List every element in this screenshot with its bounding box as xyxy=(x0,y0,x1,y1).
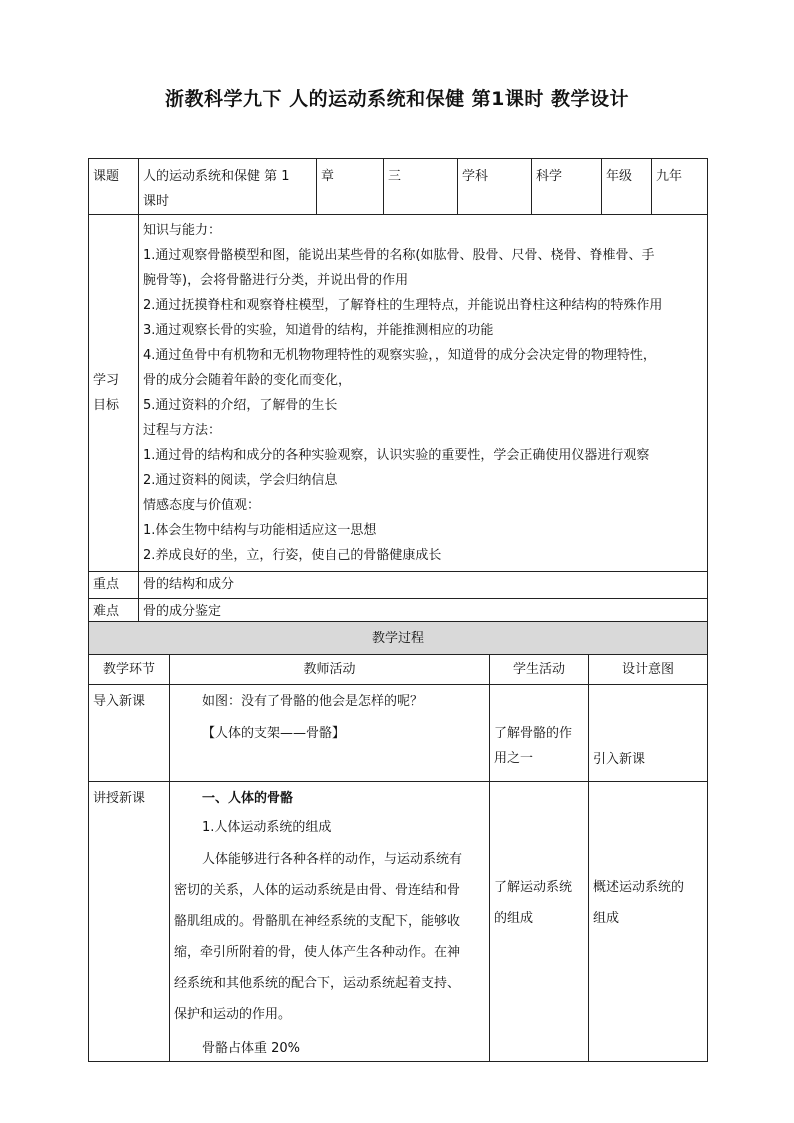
topic-label: 课题 xyxy=(89,159,139,215)
process-header-row xyxy=(89,622,708,655)
new-purpose-line: 组成 xyxy=(593,911,620,926)
new-student-line: 了解运动系统 xyxy=(494,880,573,895)
col-teacher: 教师活动 xyxy=(170,655,490,685)
new-para-line: 保护和运动的作用。 xyxy=(174,1007,292,1022)
goals-line: 骨的成分会随着年龄的变化而变化， xyxy=(143,373,352,388)
topic-line-2: 课时 xyxy=(143,194,170,209)
goals-label xyxy=(89,215,139,572)
intro-stage: 导入新课 xyxy=(89,685,170,782)
goals-line: 1.通过骨的结构和成分的各种实验观察，认识实验的重要性，学会正确使用仪器进行观察 xyxy=(143,448,650,463)
new-para-line: 经系统和其他系统的配合下，运动系统起着支持、 xyxy=(174,976,461,991)
goals-line: 2.通过资料的阅读，学会归纳信息 xyxy=(143,473,338,488)
new-teacher xyxy=(170,782,490,1062)
subject-label: 学科 xyxy=(458,159,532,215)
chapter-value: 三 xyxy=(384,159,458,215)
grade-label: 年级 xyxy=(602,159,652,215)
goals-line: 5.通过资料的介绍，了解骨的生长 xyxy=(143,398,338,413)
col-stage: 教学环节 xyxy=(89,655,170,685)
document-title: 浙教科学九下 人的运动系统和保健 第1课时 教学设计 xyxy=(164,88,630,110)
goals-content xyxy=(139,215,708,572)
difficulty-value: 骨的成分鉴定 xyxy=(139,599,708,626)
topic-value xyxy=(139,159,317,215)
goals-label-line-2: 目标 xyxy=(93,398,120,413)
goals-line: 腕骨等)，会将骨骼进行分类，并说出骨的作用 xyxy=(143,273,409,288)
goals-line: 情感态度与价值观： xyxy=(143,498,261,513)
topic-line-1: 人的运动系统和保健 第 1 xyxy=(143,169,290,184)
subject-value: 科学 xyxy=(532,159,602,215)
chapter-label: 章 xyxy=(317,159,384,215)
teaching-process-table xyxy=(88,621,708,1062)
intro-student xyxy=(490,685,589,782)
intro-row xyxy=(89,685,708,782)
new-student-line: 的组成 xyxy=(494,911,534,926)
new-para-line: 骼肌组成的。骨骼肌在神经系统的支配下，能够收 xyxy=(174,914,461,929)
key-point-row xyxy=(89,572,708,599)
lesson-info-table xyxy=(88,158,708,626)
new-lesson-row xyxy=(89,782,708,1062)
intro-purpose: 引入新课 xyxy=(589,685,708,782)
goals-line: 1.通过观察骨骼模型和图，能说出某些骨的名称(如肱骨、股骨、尺骨、桡骨、脊椎骨、手 xyxy=(143,248,655,263)
new-para-line: 人体能够进行各种各样的动作，与运动系统有 xyxy=(202,852,463,867)
topic-row xyxy=(89,159,708,215)
new-purpose-line: 概述运动系统的 xyxy=(593,880,685,895)
intro-student-line: 了解骨骼的作 xyxy=(494,726,573,741)
key-point-value: 骨的结构和成分 xyxy=(139,572,708,599)
col-student: 学生活动 xyxy=(490,655,589,685)
new-stage: 讲授新课 xyxy=(89,782,170,1062)
key-point-label: 重点 xyxy=(89,572,139,599)
intro-student-line: 用之一 xyxy=(494,751,534,766)
process-columns-row xyxy=(89,655,708,685)
new-para-line: 缩，牵引所附着的骨，使人体产生各种动作。在神 xyxy=(174,945,461,960)
intro-teacher xyxy=(170,685,490,782)
goals-line: 1.体会生物中结构与功能相适应这一思想 xyxy=(143,523,377,538)
intro-teacher-line: 【人体的支架——骨骼】 xyxy=(202,726,346,741)
col-purpose: 设计意图 xyxy=(589,655,708,685)
new-para-line: 密切的关系，人体的运动系统是由骨、骨连结和骨 xyxy=(174,883,461,898)
new-purpose xyxy=(589,782,708,1062)
difficulty-label: 难点 xyxy=(89,599,139,626)
new-subheading: 1.人体运动系统的组成 xyxy=(202,820,332,835)
goals-line: 知识与能力： xyxy=(143,223,222,238)
goals-line: 3.通过观察长骨的实验，知道骨的结构，并能推测相应的功能 xyxy=(143,323,494,338)
new-student xyxy=(490,782,589,1062)
goals-line: 2.通过抚摸脊柱和观察脊柱模型，了解脊柱的生理特点，并能说出脊柱这种结构的特殊作用 xyxy=(143,298,663,313)
new-last-line: 骨骼占体重 20% xyxy=(202,1041,301,1056)
process-header: 教学过程 xyxy=(89,622,708,655)
goals-line: 过程与方法： xyxy=(143,423,222,438)
new-heading: 一、人体的骨骼 xyxy=(202,791,294,806)
goals-line: 2.养成良好的坐，立，行姿，使自己的骨骼健康成长 xyxy=(143,548,442,563)
grade-value: 九年 xyxy=(652,159,708,215)
goals-row xyxy=(89,215,708,572)
goals-label-line-1: 学习 xyxy=(93,373,120,388)
goals-line: 4.通过鱼骨中有机物和无机物物理特性的观察实验，，知道骨的成分会决定骨的物理特性， xyxy=(143,348,656,363)
intro-teacher-line: 如图：没有了骨骼的他会是怎样的呢？ xyxy=(202,694,424,709)
